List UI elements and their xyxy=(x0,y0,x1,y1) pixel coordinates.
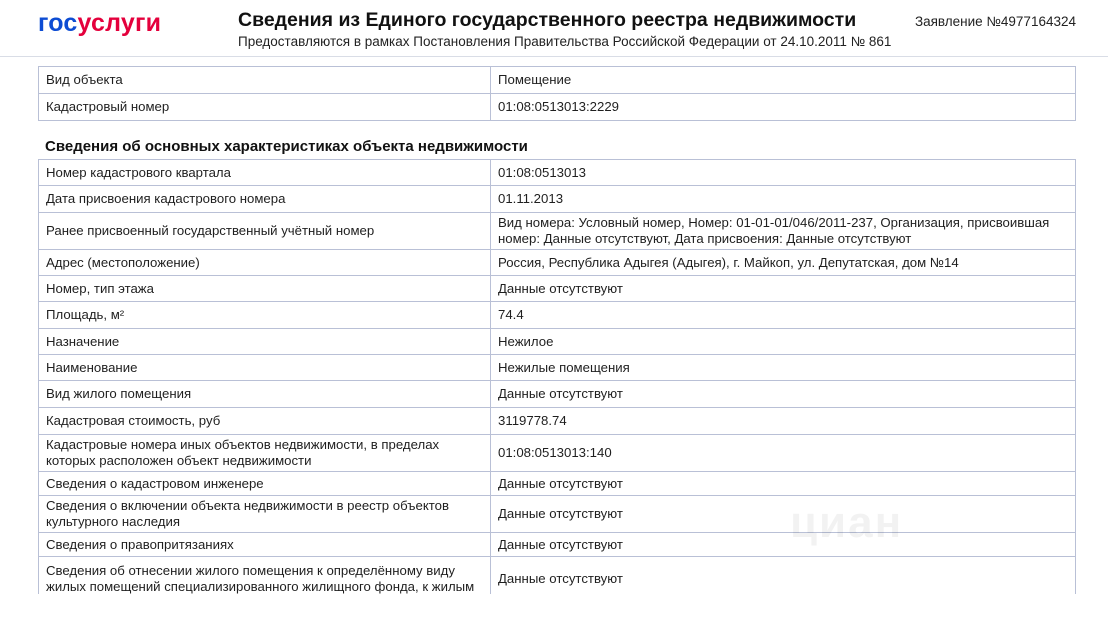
row-label: Кадастровый номер xyxy=(39,94,491,121)
row-value: 01:08:0513013 xyxy=(491,160,1076,186)
row-label: Ранее присвоенный государственный учётный номер xyxy=(39,213,491,250)
cian-watermark: циан xyxy=(790,498,904,547)
row-label: Дата присвоения кадастрового номера xyxy=(39,186,491,213)
row-label: Назначение xyxy=(39,329,491,355)
table-row xyxy=(39,302,1076,329)
logo-part-gos: гос xyxy=(38,9,78,37)
row-value: Вид номера: Условный номер, Номер: 01-01-01/046/2011-237, Организация, присвоившая номер: Данные отсутствуют, Дата присвоения: Данные отсутствуют xyxy=(491,213,1076,250)
table-row xyxy=(39,186,1076,213)
row-label: Номер кадастрового квартала xyxy=(39,160,491,186)
row-value: Россия, Республика Адыгея (Адыгея), г. Майкоп, ул. Депутатская, дом №14 xyxy=(491,250,1076,276)
table-row xyxy=(39,94,1076,121)
row-value: Нежилые помещения xyxy=(491,355,1076,381)
row-value: Данные отсутствуют xyxy=(491,276,1076,302)
document-content xyxy=(38,66,1076,601)
table-row xyxy=(39,213,1076,250)
row-value: 01.11.2013 xyxy=(491,186,1076,213)
table-row xyxy=(39,408,1076,435)
table-row xyxy=(39,355,1076,381)
row-value: Помещение xyxy=(491,67,1076,94)
table-row xyxy=(39,496,1076,533)
row-value: Данные отсутствуют xyxy=(491,496,1076,533)
row-label: Адрес (местоположение) xyxy=(39,250,491,276)
table-row xyxy=(39,160,1076,186)
row-value: Данные отсутствуют xyxy=(491,472,1076,496)
row-label: Сведения о включении объекта недвижимости в реестр объектов культурного наследия xyxy=(39,496,491,533)
table-row xyxy=(39,533,1076,557)
logo-part-uslugi: услуги xyxy=(77,9,162,37)
table-row xyxy=(39,472,1076,496)
row-value: Данные отсутствуют xyxy=(491,557,1076,601)
page-bottom-blank xyxy=(0,594,1108,644)
row-label: Наименование xyxy=(39,355,491,381)
row-value: 3119778.74 xyxy=(491,408,1076,435)
table-row xyxy=(39,250,1076,276)
row-value: Данные отсутствуют xyxy=(491,533,1076,557)
row-label: Площадь, м² xyxy=(39,302,491,329)
document-title: Сведения из Единого государственного реестра недвижимости xyxy=(238,9,857,31)
section-title: Сведения об основных характеристиках объекта недвижимости xyxy=(45,138,528,155)
page-header xyxy=(0,0,1108,57)
application-number: Заявление №4977164324 xyxy=(914,14,1076,29)
row-label: Сведения о кадастровом инженере xyxy=(39,472,491,496)
row-value: 01:08:0513013:140 xyxy=(491,435,1076,472)
characteristics-table xyxy=(38,159,1076,601)
row-label: Номер, тип этажа xyxy=(39,276,491,302)
row-label: Кадастровые номера иных объектов недвижимости, в пределах которых расположен объект недвижимости xyxy=(39,435,491,472)
row-label: Сведения об отнесении жилого помещения к определённому виду жилых помещений специализированного жилищного фонда, к жилым xyxy=(39,557,491,601)
document-subtitle: Предоставляются в рамках Постановления Правительства Российской Федерации от 24.10.2011 № 861 xyxy=(238,34,892,49)
row-value: Нежилое xyxy=(491,329,1076,355)
object-summary-table xyxy=(38,66,1076,121)
row-label: Вид жилого помещения xyxy=(39,381,491,408)
row-value: Данные отсутствуют xyxy=(491,381,1076,408)
row-value: 74.4 xyxy=(491,302,1076,329)
table-row xyxy=(39,276,1076,302)
table-row xyxy=(39,67,1076,94)
row-label: Кадастровая стоимость, руб xyxy=(39,408,491,435)
table-row xyxy=(39,381,1076,408)
gosuslugi-logo[interactable] xyxy=(38,8,161,38)
row-label: Вид объекта xyxy=(39,67,491,94)
table-row xyxy=(39,435,1076,472)
row-label: Сведения о правопритязаниях xyxy=(39,533,491,557)
table-row xyxy=(39,329,1076,355)
row-value: 01:08:0513013:2229 xyxy=(491,94,1076,121)
